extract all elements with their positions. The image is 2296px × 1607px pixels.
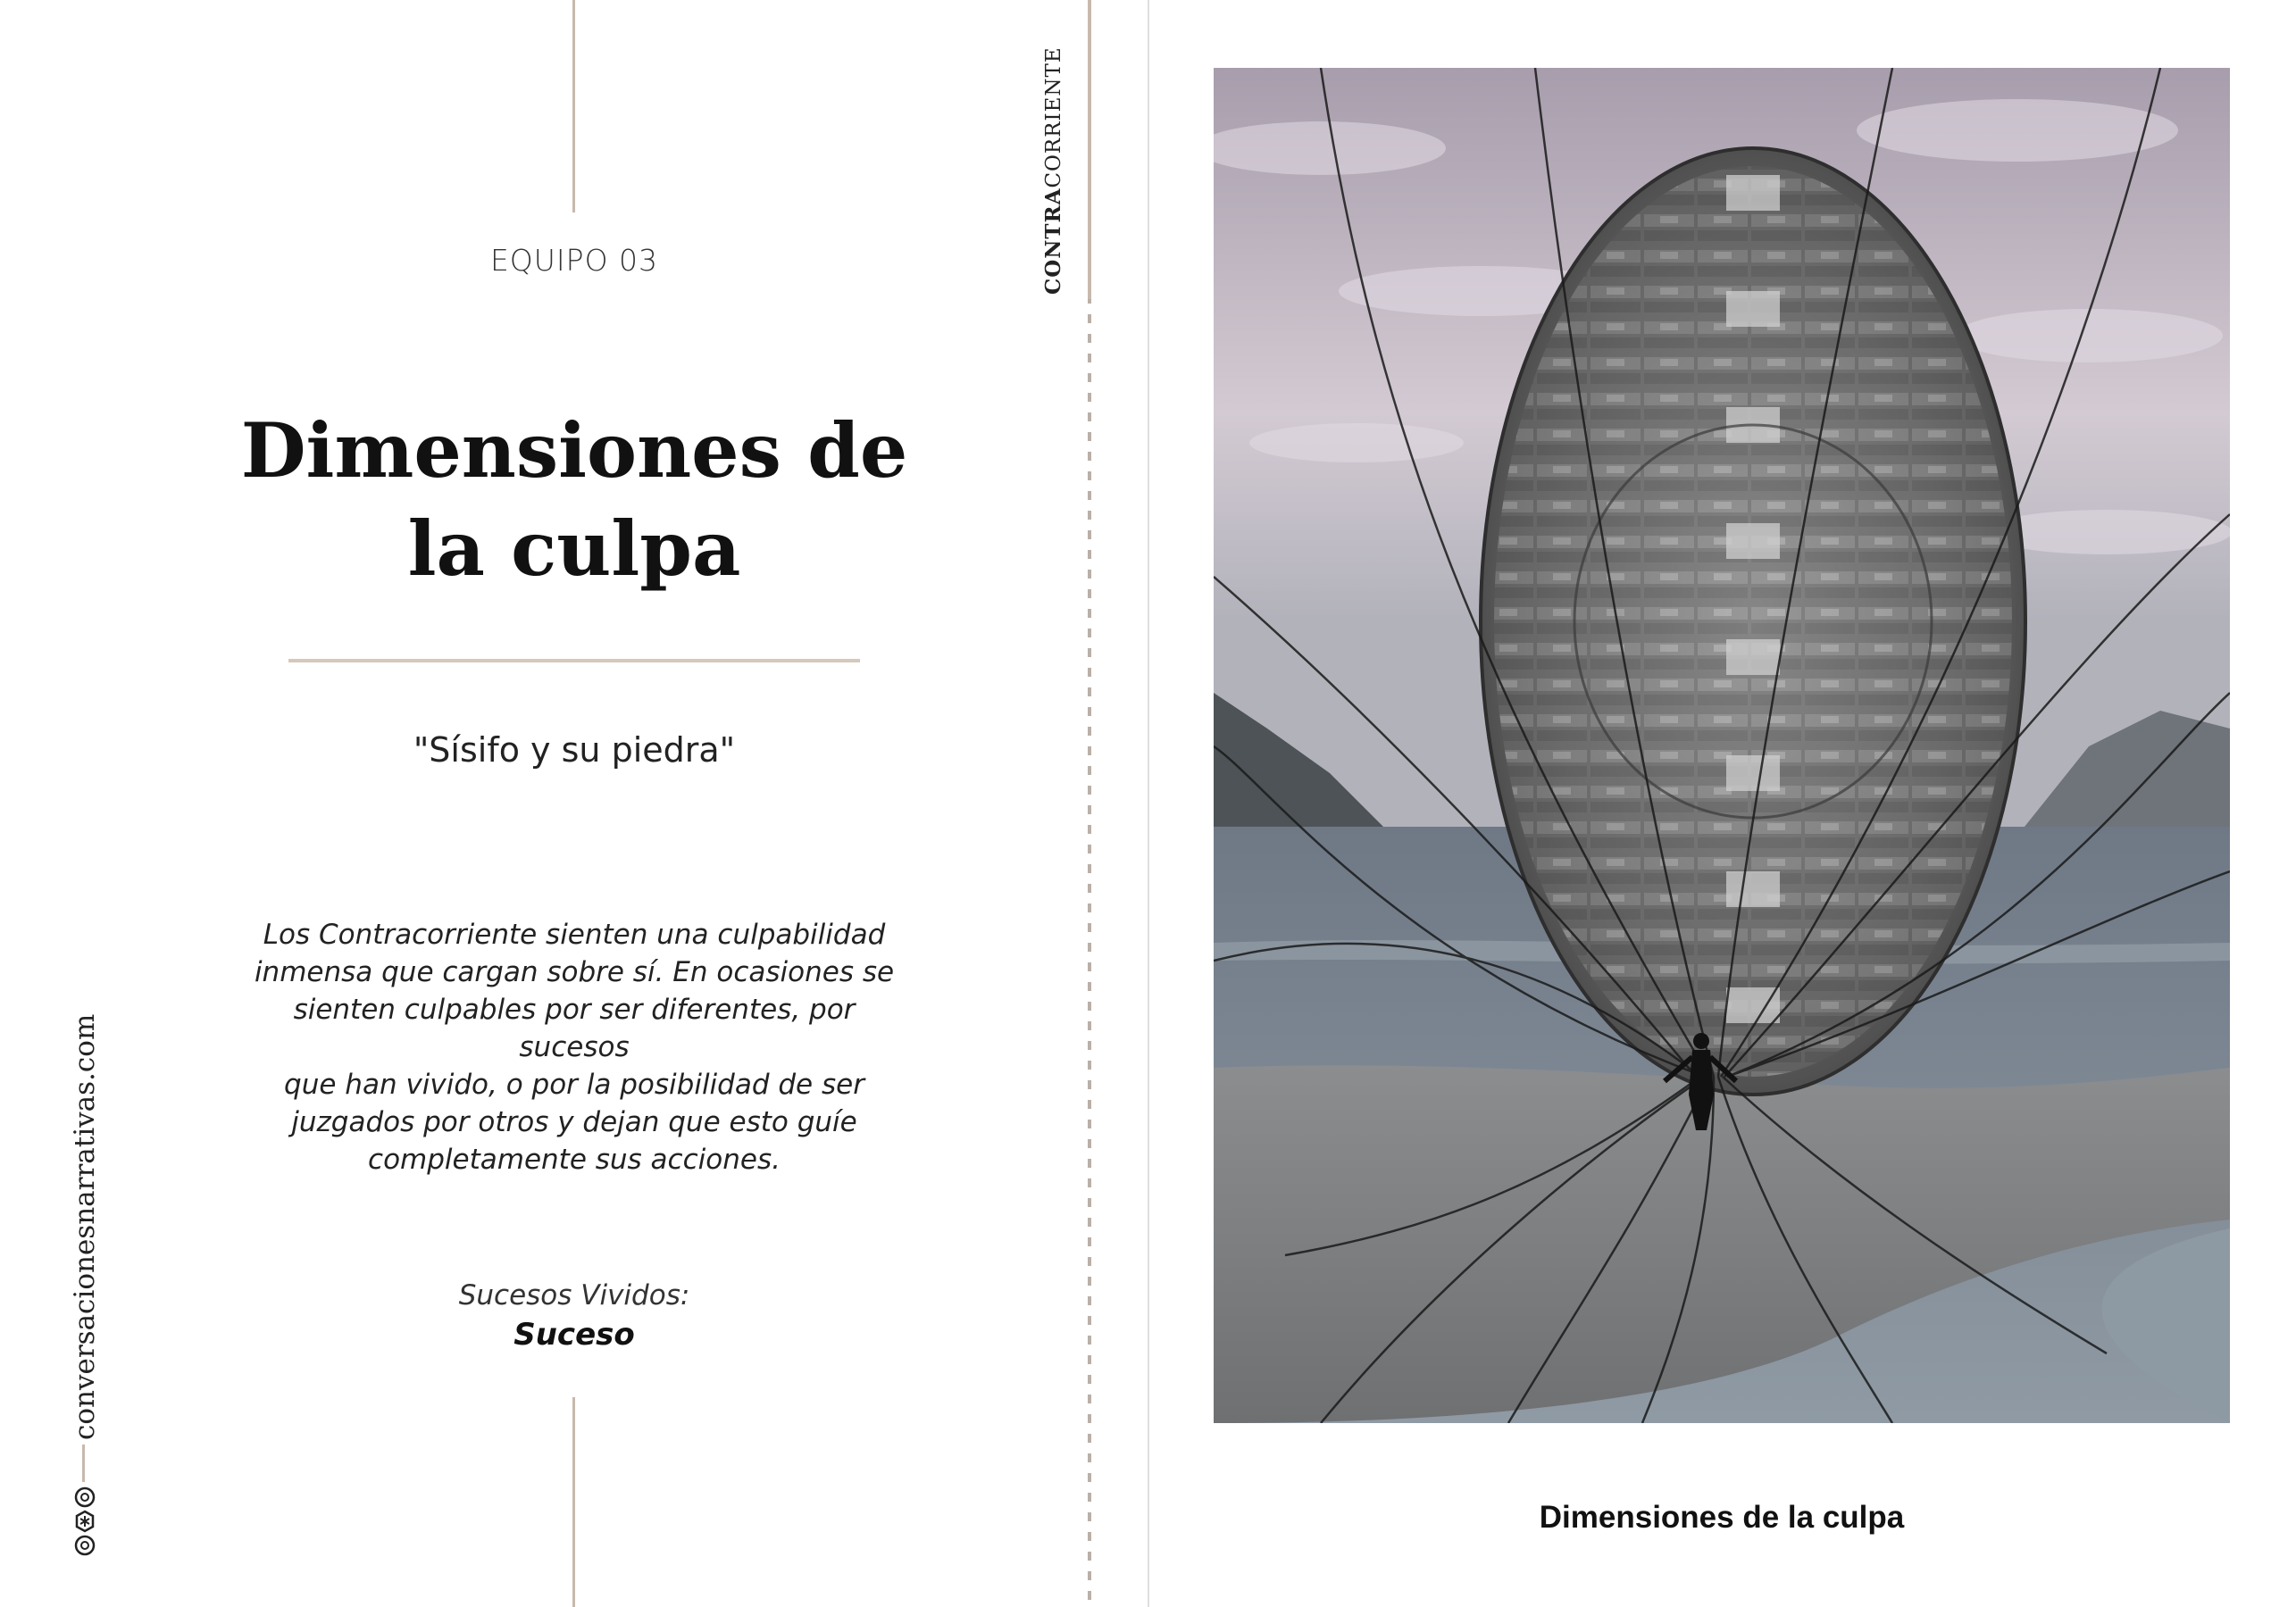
publisher-logo-icons xyxy=(71,1486,98,1556)
events-value: Suceso xyxy=(513,1317,635,1353)
title-line-2: la culpa xyxy=(407,504,741,593)
spine-brand xyxy=(1027,46,1081,295)
team-label: EQUIPO 03 xyxy=(489,243,659,278)
cover-image xyxy=(1214,68,2230,1423)
bottom-vertical-rule xyxy=(572,1397,575,1607)
description-line: juzgados por otros y dejan que esto guíe xyxy=(291,1106,857,1138)
spine-brand-container xyxy=(1027,46,1081,295)
star-logo-icon xyxy=(77,1511,93,1531)
description-line: inmensa que cargan sobre sí. En ocasiones se xyxy=(254,956,895,988)
brand-bold-part: CONTRA xyxy=(1041,187,1065,295)
description-line: completamente sus acciones. xyxy=(368,1144,781,1176)
description-paragraph xyxy=(253,916,896,1178)
circle-logo-icon xyxy=(76,1536,94,1554)
description-line: que han vivido, o por la posibilidad de ser xyxy=(284,1069,864,1101)
page-title xyxy=(217,402,931,598)
website-container xyxy=(54,1013,116,1440)
circle-logo-icon xyxy=(76,1488,94,1506)
brand-light-part: CORRIENTE xyxy=(1042,46,1065,188)
title-divider xyxy=(288,659,860,662)
website-separator xyxy=(82,1445,85,1482)
spine-rule xyxy=(1088,0,1091,299)
top-vertical-rule xyxy=(572,0,575,212)
page-divider xyxy=(1148,0,1149,1607)
cover-caption: Dimensiones de la culpa xyxy=(1539,1500,1905,1535)
description-line: Los Contracorriente sienten una culpabilidad xyxy=(263,919,886,951)
title-line-1: Dimensiones de xyxy=(240,406,908,495)
description-line: sienten culpables por ser diferentes, por sucesos xyxy=(293,994,856,1063)
website-link[interactable]: conversacionesnarrativas.com xyxy=(69,1013,101,1440)
subtitle-quote: "Sísifo y su piedra" xyxy=(413,730,736,770)
events-label: Sucesos Vividos: xyxy=(458,1279,690,1311)
